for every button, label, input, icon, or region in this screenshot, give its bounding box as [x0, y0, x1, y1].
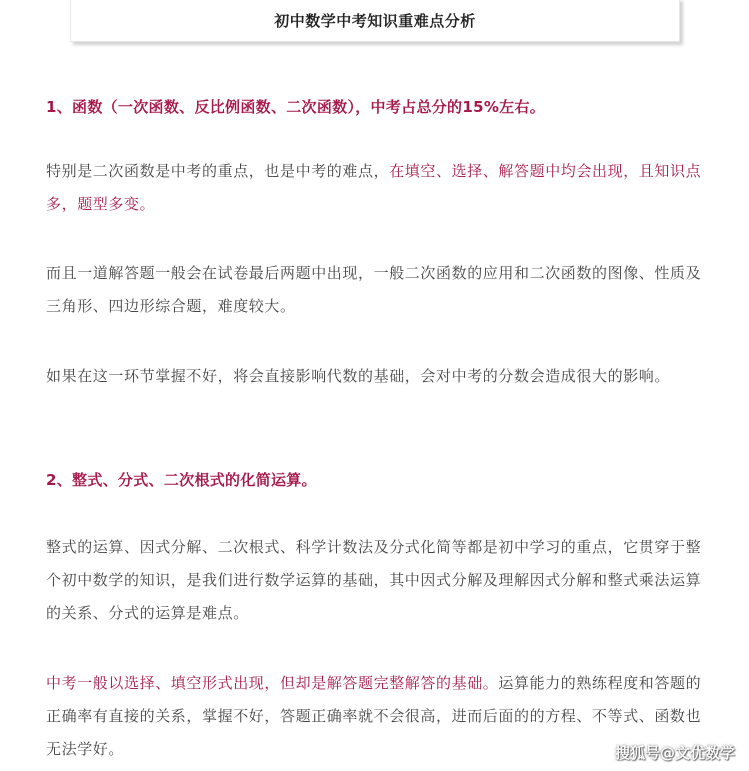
watermark: 搜狐号@文优数学 [614, 744, 735, 762]
section1-p1-highlight: 在填空、选择、解答题中均会出现，且知识点多，题型多变。 [46, 162, 702, 213]
section1-paragraph-2: 而且一道解答题一般会在试卷最后两题中出现，一般二次函数的应用和二次函数的图像、性质及三角形、四边形综合题，难度较大。 [46, 264, 702, 315]
section2-heading: 2、整式、分式、二次根式的化简运算。 [46, 471, 317, 489]
section1-paragraph-1 [46, 155, 711, 221]
section2-p2-highlight: 中考一般以选择、填空形式出现，但却是解答题完整解答的基础。 [46, 674, 499, 692]
section2-paragraph-2 [46, 667, 711, 766]
section2-paragraph-1: 整式的运算、因式分解、二次根式、科学计数法及分式化简等都是初中学习的重点，它贯穿于整个初中数学的知识，是我们进行数学运算的基础，其中因式分解及理解因式分解和整式乘法运算的关系、分式的运算是难点。 [46, 538, 702, 622]
section1-paragraph-3: 如果在这一环节掌握不好，将会直接影响代数的基础，会对中考的分数会造成很大的影响。 [46, 367, 671, 385]
page-title: 初中数学中考知识重难点分析 [274, 11, 476, 30]
section1-p1-normal: 特别是二次函数是中考的重点，也是中考的难点， [46, 162, 390, 180]
section2-p2-normal: 运算能力的熟练程度和答题的正确率有直接的关系，掌握不好，答题正确率就不会很高，进而后面的的方程、不等式、函数也无法学好。 [46, 674, 702, 758]
title-box [70, 0, 680, 42]
section1-heading: 1、函数（一次函数、反比例函数、二次函数），中考占总分的15%左右。 [46, 98, 546, 116]
